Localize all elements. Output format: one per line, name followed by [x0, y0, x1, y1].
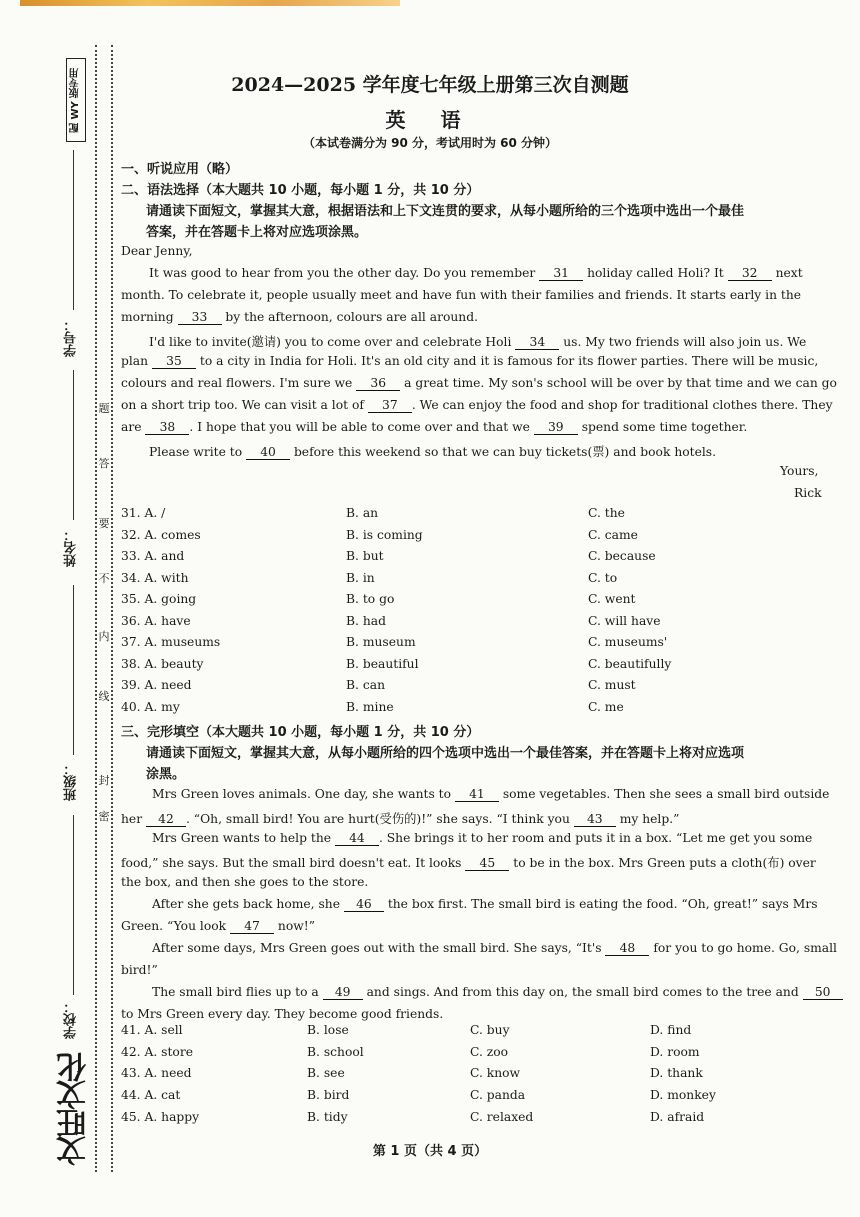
option-d: D. find — [650, 1023, 692, 1037]
letter-signature: Rick — [794, 486, 822, 500]
option-a: 38. A. beauty — [121, 657, 204, 671]
blank-35: 35 — [152, 354, 196, 369]
blank-31: 31 — [539, 266, 583, 281]
option-c: C. know — [470, 1066, 521, 1080]
subject-heading: 英 语 — [385, 108, 475, 132]
letter-greeting: Dear Jenny, — [121, 244, 193, 258]
option-c: C. must — [588, 678, 636, 692]
passage-line: Mrs Green wants to help the 44 . She brings it to her room and puts it in a box. “Let me get you some — [152, 831, 813, 845]
blank-45: 45 — [465, 856, 509, 871]
exam-note: （本试卷满分为 90 分，考试用时为 60 分钟） — [302, 136, 558, 150]
publisher-logo: 文旺文化 — [57, 1054, 92, 1166]
seal-char: 内 — [98, 630, 110, 643]
section-3-instruction: 请通读下面短文，掌握其大意，从每小题所给的四个选项中选出一个最佳答案，并在答题卡上将对应选项 — [146, 746, 745, 761]
option-c: C. because — [588, 549, 656, 563]
passage-line: Green. “You look 47 now!” — [121, 919, 316, 933]
passage-line: to Mrs Green every day. They become good friends. — [121, 1007, 444, 1021]
blank-49: 49 — [323, 985, 363, 1000]
seal-char: 封 — [98, 774, 110, 787]
school-label: 学校： — [64, 1000, 79, 1039]
option-c: C. to — [588, 571, 618, 585]
cut-line-outer — [95, 45, 97, 1172]
option-b: B. an — [346, 506, 379, 520]
passage-line: After she gets back home, she 46 the box first. The small bird is eating the food. “Oh, great!” says Mrs — [152, 897, 818, 911]
option-b: B. school — [307, 1045, 364, 1059]
blank-47: 47 — [230, 919, 274, 934]
option-a: 33. A. and — [121, 549, 185, 563]
passage-line: I'd like to invite(邀请) you to come over and celebrate Holi 34 us. My two friends will also join us. We — [149, 335, 807, 349]
passage-line: After some days, Mrs Green goes out with the small bird. She says, “It's 48 for you to go home. Go, small — [152, 941, 837, 955]
option-a: 31. A. / — [121, 506, 166, 520]
option-a: 35. A. going — [121, 592, 197, 606]
option-a: 43. A. need — [121, 1066, 192, 1080]
option-c: C. me — [588, 700, 624, 714]
seal-char: 答 — [98, 457, 110, 470]
blank-50: 50 — [803, 985, 843, 1000]
option-b: B. tidy — [307, 1110, 348, 1124]
option-a: 39. A. need — [121, 678, 192, 692]
section-1-title: 一、听说应用（略） — [121, 162, 239, 177]
blank-33: 33 — [178, 310, 222, 325]
option-c: C. zoo — [470, 1045, 509, 1059]
option-a: 45. A. happy — [121, 1110, 200, 1124]
option-a: 44. A. cat — [121, 1088, 181, 1102]
exam-title: 2024—2025 学年度七年级上册第三次自测题 — [231, 74, 629, 96]
option-c: C. will have — [588, 614, 661, 628]
passage-line: on a short trip too. We can visit a lot of 37 . We can enjoy the food and shop for traditional clothes there. They — [121, 398, 833, 412]
option-a: 42. A. store — [121, 1045, 193, 1059]
option-d: D. thank — [650, 1066, 703, 1080]
blank-36: 36 — [356, 376, 400, 391]
passage-line: Please write to 40 before this weekend so that we can buy tickets(票) and book hotels. — [149, 445, 717, 459]
option-b: B. is coming — [346, 528, 423, 542]
field-line — [73, 370, 74, 520]
seal-char: 不 — [98, 572, 110, 585]
option-c: C. came — [588, 528, 638, 542]
option-a: 36. A. have — [121, 614, 191, 628]
blank-41: 41 — [455, 787, 499, 802]
option-b: B. lose — [307, 1023, 349, 1037]
blank-37: 37 — [368, 398, 412, 413]
option-c: C. beautifully — [588, 657, 672, 671]
option-c: C. panda — [470, 1088, 526, 1102]
passage-line: bird!” — [121, 963, 158, 977]
option-a: 37. A. museums — [121, 635, 221, 649]
section-2-title: 二、语法选择（本大题共 10 小题，每小题 1 分，共 10 分） — [121, 183, 480, 198]
passage-line: The small bird flies up to a 49 and sings. And from this day on, the small bird comes to the tree and 50 — [152, 985, 843, 1000]
passage-line: the box, and then she goes to the store. — [121, 875, 369, 889]
blank-48: 48 — [605, 941, 649, 956]
cut-line-inner — [111, 45, 113, 1172]
class-label: 班级： — [64, 762, 79, 801]
blank-43: 43 — [574, 812, 616, 827]
option-b: B. beautiful — [346, 657, 419, 671]
blank-46: 46 — [344, 897, 384, 912]
option-a: 40. A. my — [121, 700, 180, 714]
student-number-label: 学号： — [64, 318, 79, 357]
passage-line: colours and real flowers. I'm sure we 36 a great time. My son's school will be over by that time and we can go — [121, 376, 837, 390]
blank-34: 34 — [515, 335, 559, 350]
field-line — [73, 150, 74, 310]
option-a: 32. A. comes — [121, 528, 201, 542]
seal-char: 密 — [98, 810, 110, 823]
blank-32: 32 — [728, 266, 772, 281]
option-b: B. museum — [346, 635, 416, 649]
section-3-instruction: 涂黑。 — [146, 767, 186, 782]
passage-line: are 38 . I hope that you will be able to come over and that we 39 spend some time together. — [121, 420, 748, 434]
option-c: C. relaxed — [470, 1110, 534, 1124]
option-d: D. room — [650, 1045, 700, 1059]
letter-closing: Yours, — [780, 464, 819, 478]
option-d: D. afraid — [650, 1110, 705, 1124]
option-c: C. the — [588, 506, 625, 520]
passage-line: her 42 . “Oh, small bird! You are hurt(受伤的)!” she says. “I think you 43 my help.” — [121, 812, 680, 826]
seal-char: 题 — [98, 402, 110, 415]
option-b: B. can — [346, 678, 385, 692]
passage-line: food,” she says. But the small bird doesn't eat. It looks 45 to be in the box. Mrs Green puts a cloth(布) over — [121, 856, 816, 870]
seal-char: 线 — [98, 690, 110, 703]
option-d: D. monkey — [650, 1088, 716, 1102]
option-b: B. but — [346, 549, 384, 563]
passage-line: month. To celebrate it, people usually meet and have fun with their families and friends. It starts early in the — [121, 288, 802, 302]
option-b: B. to go — [346, 592, 395, 606]
option-b: B. mine — [346, 700, 394, 714]
blank-38: 38 — [145, 420, 189, 435]
option-c: C. went — [588, 592, 636, 606]
blank-39: 39 — [534, 420, 578, 435]
option-a: 34. A. with — [121, 571, 189, 585]
blank-42: 42 — [146, 812, 186, 827]
blank-40: 40 — [246, 445, 290, 460]
passage-line: It was good to hear from you the other day. Do you remember 31 holiday called Holi? It 32 next — [149, 266, 803, 280]
option-b: B. see — [307, 1066, 345, 1080]
passage-line: Mrs Green loves animals. One day, she wants to 41 some vegetables. Then she sees a small bird outside — [152, 787, 830, 801]
option-b: B. had — [346, 614, 386, 628]
option-b: B. in — [346, 571, 375, 585]
section-2-instruction: 答案，并在答题卡上将对应选项涂黑。 — [146, 225, 368, 240]
section-3-title: 三、完形填空（本大题共 10 小题，每小题 1 分，共 10 分） — [121, 725, 480, 740]
page-number: 第 1 页（共 4 页） — [372, 1144, 488, 1159]
seal-char: 要 — [98, 517, 110, 530]
edition-badge: 配 WY 版专用 — [66, 58, 86, 142]
option-c: C. museums' — [588, 635, 668, 649]
option-c: C. buy — [470, 1023, 510, 1037]
section-2-instruction: 请通读下面短文，掌握其大意，根据语法和上下文连贯的要求，从每小题所给的三个选项中选出一个最佳 — [146, 204, 745, 219]
option-a: 41. A. sell — [121, 1023, 183, 1037]
field-line — [73, 815, 74, 995]
option-b: B. bird — [307, 1088, 350, 1102]
passage-line: morning 33 by the afternoon, colours are all around. — [121, 310, 479, 324]
blank-44: 44 — [335, 831, 379, 846]
passage-line: plan 35 to a city in India for Holi. It's an old city and it is famous for its flower parties. There will be music, — [121, 354, 819, 368]
name-label: 姓名： — [64, 528, 79, 567]
field-line — [73, 585, 74, 755]
scan-top-band — [20, 0, 400, 6]
